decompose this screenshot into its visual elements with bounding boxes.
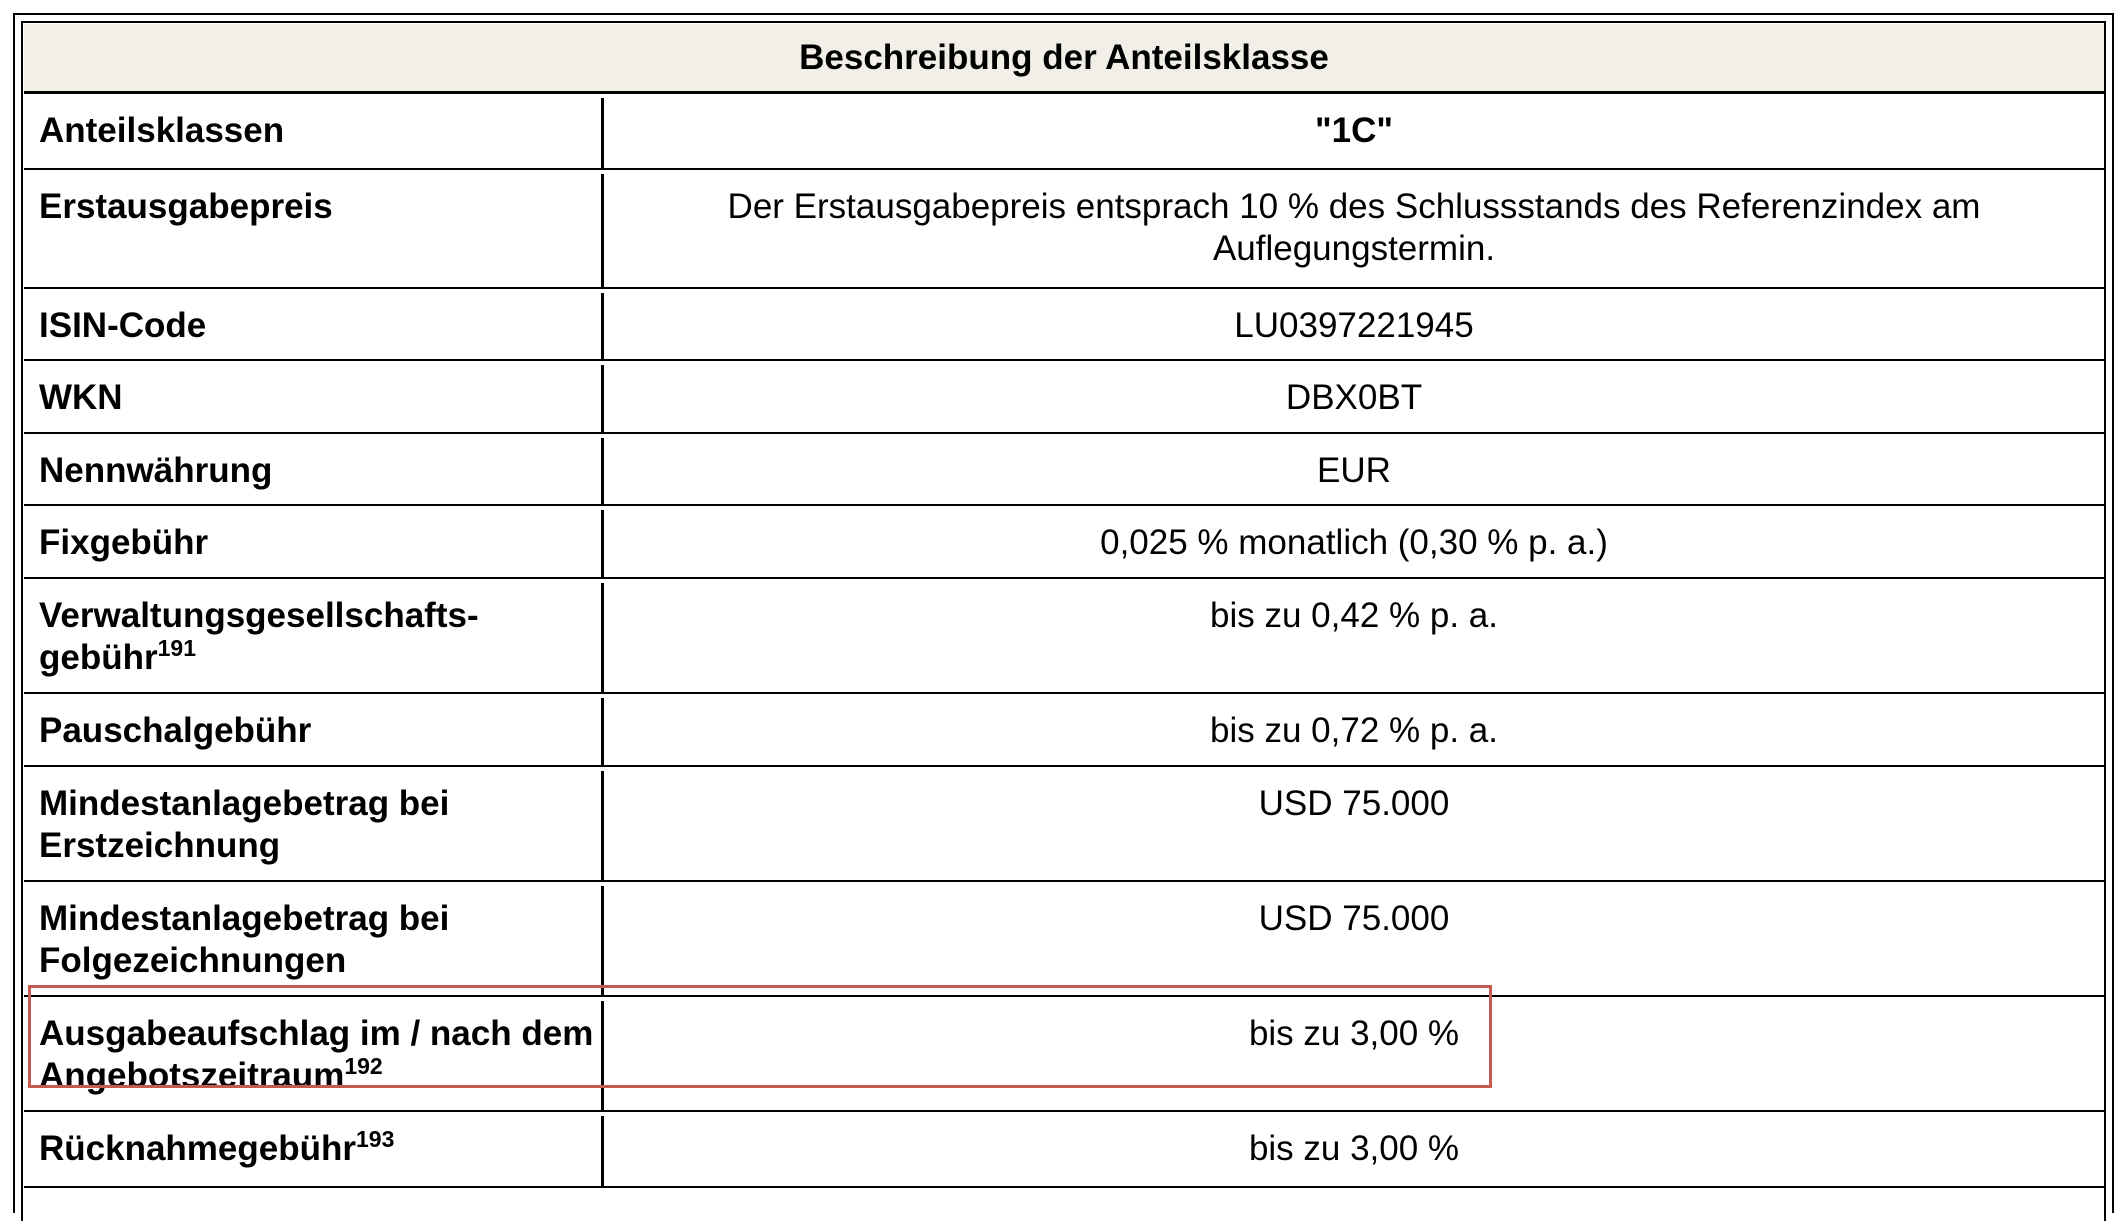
row-label [24,1116,604,1186]
row-label: Mindestanlagebetrag bei Folgezeichnungen [24,886,604,995]
table-row [24,293,2104,361]
row-value: "1C" [1315,111,1393,150]
footnote-ref: 191 [157,635,196,661]
row-value: bis zu 3,00 % [1248,1014,1460,1053]
row-label-text: Ausgabeaufschlag im / nach dem Angebotszeitraum [39,1014,594,1095]
table-row [24,1116,2104,1188]
table-row [24,438,2104,506]
row-label [24,1001,604,1110]
share-class-table [24,24,2104,1188]
footnote-ref: 193 [356,1126,395,1152]
row-label: Nennwährung [24,438,604,504]
row-value: bis zu 3,00 % [1248,1129,1460,1168]
row-label-text: Rücknahmegebühr [39,1129,356,1168]
table-row [24,698,2104,767]
row-value: USD 75.000 [1258,784,1450,823]
table-row [24,771,2104,882]
row-label: Erstausgabepreis [24,174,604,287]
row-label: WKN [24,365,604,432]
row-value: bis zu 0,72 % p. a. [1210,711,1498,750]
row-label: Anteilsklassen [24,98,604,168]
row-label: Mindestanlagebetrag bei Erstzeichnung [24,771,604,880]
row-value: USD 75.000 [1258,899,1450,938]
row-value: Der Erstausgabepreis entsprach 10 % des Schlussstands des Referenzindex am Auflegungstermin. [727,187,1981,268]
footnote-ref: 192 [344,1053,383,1079]
row-label: ISIN-Code [24,293,604,359]
row-label: Fixgebühr [24,510,604,577]
row-label-text: Verwaltungsgesellschafts-gebühr [39,596,479,677]
table-row [24,583,2104,694]
row-value: DBX0BT [1285,378,1423,417]
table-row [24,1001,2104,1112]
table-row [24,174,2104,289]
table-row [24,365,2104,434]
row-value: LU0397221945 [1234,306,1474,345]
table-row [24,98,2104,170]
table-row [24,510,2104,579]
row-value: bis zu 0,42 % p. a. [1210,596,1498,635]
table-row [24,886,2104,997]
row-value: 0,025 % monatlich (0,30 % p. a.) [1100,523,1608,562]
row-value: EUR [1317,451,1391,490]
row-label [24,583,604,692]
row-label: Pauschalgebühr [24,698,604,765]
table-title: Beschreibung der Anteilsklasse [24,24,2104,94]
